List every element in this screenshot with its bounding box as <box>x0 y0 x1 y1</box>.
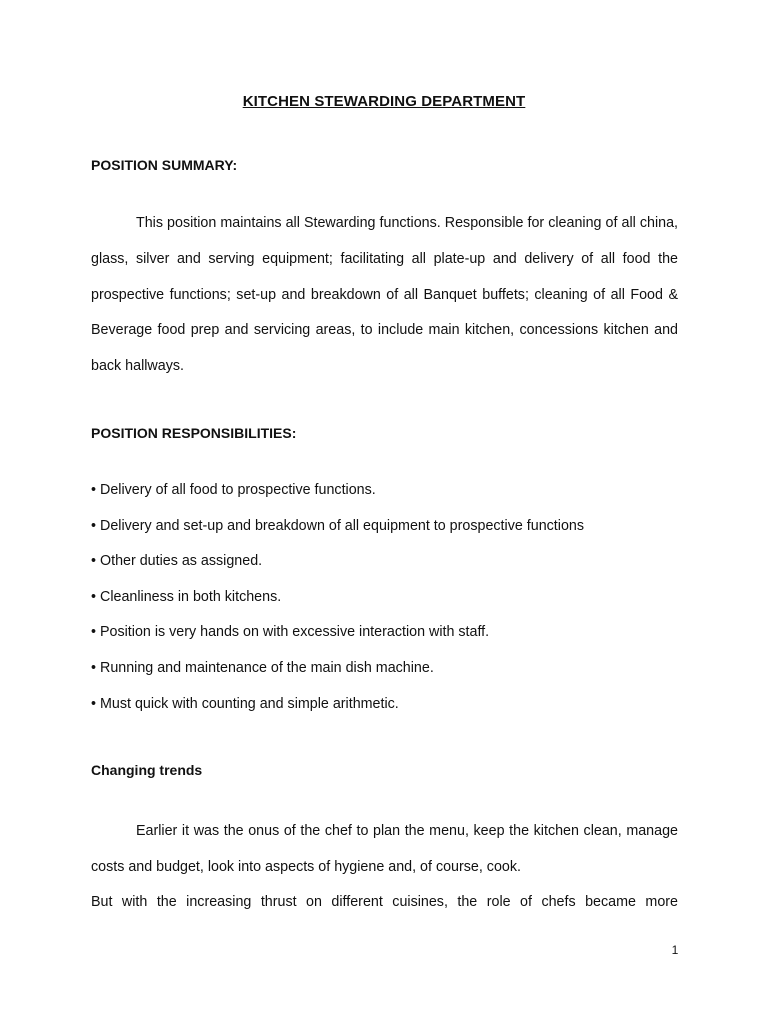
list-item <box>91 544 584 580</box>
list-item-text: Running and maintenance of the main dish machine. <box>100 659 434 676</box>
list-item <box>91 580 584 616</box>
list-item-text: Must quick with counting and simple arithmetic. <box>100 695 399 712</box>
list-item <box>91 651 584 687</box>
responsibilities-list <box>91 473 584 722</box>
list-item-text: Position is very hands on with excessive interaction with staff. <box>100 624 490 641</box>
list-item <box>91 473 584 509</box>
bullet-icon: • <box>91 624 97 641</box>
list-item-text: Delivery of all food to prospective functions. <box>100 482 376 498</box>
bullet-icon: • <box>91 517 97 534</box>
list-item <box>91 687 584 723</box>
changing-trends-paragraph <box>91 814 678 921</box>
position-summary-heading: POSITION SUMMARY: <box>91 157 238 173</box>
bullet-icon: • <box>91 695 97 712</box>
changing-trends-text-1: Earlier it was the onus of the chef to plan the menu, keep the kitchen clean, manage costs and budget, look into aspects of hygiene and, of course, cook. <box>91 823 678 875</box>
bullet-icon: • <box>91 553 97 570</box>
bullet-icon: • <box>91 588 97 605</box>
list-item-text: Delivery and set-up and breakdown of all equipment to prospective functions <box>100 517 584 534</box>
bullet-icon: • <box>91 482 97 498</box>
bullet-icon: • <box>91 659 97 676</box>
list-item <box>91 509 584 545</box>
page-number: 1 <box>671 943 679 957</box>
list-item-text: Other duties as assigned. <box>100 553 263 570</box>
changing-trends-heading: Changing trends <box>91 762 203 778</box>
position-summary-text: This position maintains all Stewarding functions. Responsible for cleaning of all china, glass, silver and serving equipment; facilitating all plate-up and delivery of all food the prospective functions; set-up and breakdown of all Banquet buffets; cleaning of all Food & Beverage food prep and servicing areas, to include main kitchen, concessions kitchen and back hallways. <box>91 215 678 375</box>
position-responsibilities-heading: POSITION RESPONSIBILITIES: <box>91 425 297 441</box>
document-title: KITCHEN STEWARDING DEPARTMENT <box>242 93 526 110</box>
position-summary-paragraph <box>91 206 678 385</box>
list-item <box>91 615 584 651</box>
changing-trends-text-2: But with the increasing thrust on different cuisines, the role of chefs became more <box>91 894 678 911</box>
list-item-text: Cleanliness in both kitchens. <box>100 588 282 605</box>
